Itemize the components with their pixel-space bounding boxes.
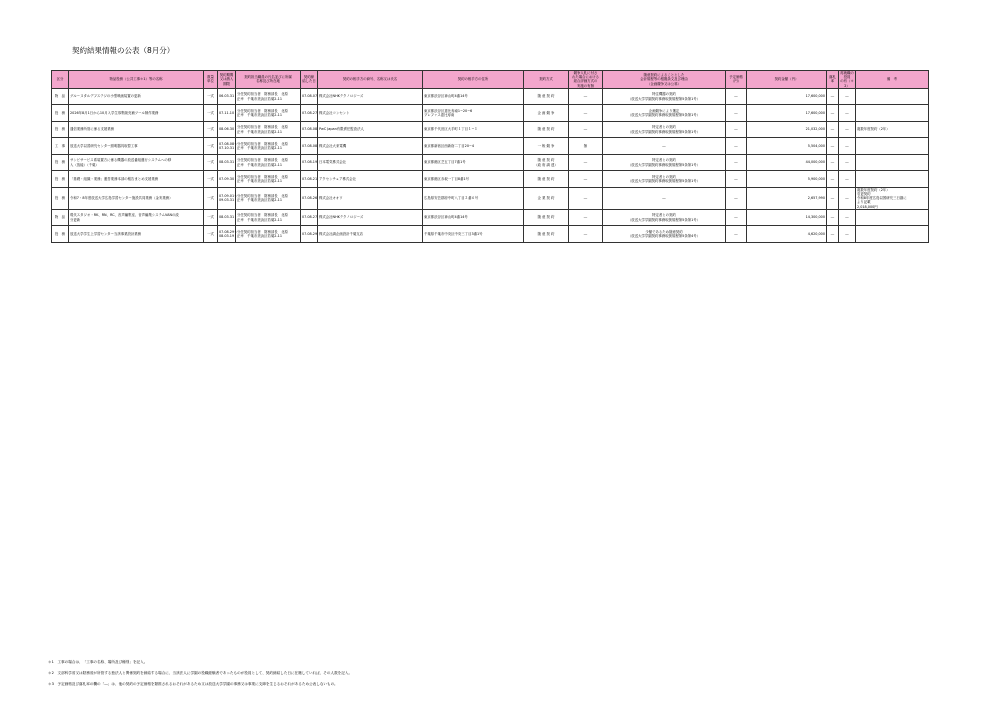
contractor-address-cell: 東京都港区赤坂一丁目8番1号 <box>423 171 524 188</box>
table-row <box>52 88 929 105</box>
amount-cell: 14,300,000 <box>747 209 827 226</box>
reason-cell: 特注機器の契約 （放送大学学園契約事務取扱規程第5条第1号） <box>603 88 726 105</box>
column-header: 予定価格 （円） <box>726 71 747 89</box>
category-cell: 物 品 <box>52 88 69 105</box>
contractor-name-cell: 株式会社大来電機 <box>318 138 423 155</box>
evaluation-cell: 無 <box>569 138 603 155</box>
amount-cell: 21,032,000 <box>747 121 827 138</box>
rate-cell: ― <box>827 88 839 105</box>
contractor-name-cell: 日本電気株式会社 <box>318 154 423 171</box>
category-cell: 役 務 <box>52 226 69 243</box>
period-cell: 08.03.31 <box>218 154 236 171</box>
evaluation-cell: ― <box>569 171 603 188</box>
reason-cell: 企画競争により選定 （放送大学学園契約事務取扱規程第5条第1号） <box>603 105 726 122</box>
rate-cell: ― <box>827 209 839 226</box>
category-cell: 役 務 <box>52 187 69 209</box>
contractor-name-cell: 株式会社コンセント <box>318 105 423 122</box>
rate-cell: ― <box>827 154 839 171</box>
column-header: 契約方式 <box>524 71 569 89</box>
rate-cell: ― <box>827 226 839 243</box>
official-cell: 分任契約担当者 財務部長 北原 正幸 千葉市美浜区若葉2-11 <box>236 105 301 122</box>
rate-cell: ― <box>827 171 839 188</box>
estimated-price-cell: ― <box>726 209 747 226</box>
method-cell: 随 意 契 約 （政 府 調 達） <box>524 154 569 171</box>
official-cell: 分任契約担当者 財務部長 北原 正幸 千葉市美浜区若葉2-11 <box>236 209 301 226</box>
evaluation-cell: ― <box>569 105 603 122</box>
footnote-3: ＊3 予定価格及び落札率の欄の「―」は、他の契約の予定価格を類推されるおそれがあるため又は放送大学学園の事務又は事業に支障を生じるおそれがあるため公表しないもの。 <box>48 682 338 686</box>
contract-date-cell: 07.08.07 <box>301 88 318 105</box>
official-cell: 分任契約担当者 財務部長 北原 正幸 千葉市美浜区若葉2-11 <box>236 138 301 155</box>
contractor-address-cell: 東京都渋谷区神山町4番14号 <box>423 88 524 105</box>
reemployment-cell: ― <box>839 121 856 138</box>
reason-cell: ― <box>603 138 726 155</box>
column-header: 随意契約によることとした 会計規程等の根拠条文及び理由 （企画競争又は公募） <box>603 71 726 89</box>
evaluation-cell: ― <box>569 121 603 138</box>
quantity-cell: 一式 <box>204 187 218 209</box>
reemployment-cell: ― <box>839 209 856 226</box>
item-name-cell: サンビサービス系装置方に係る機器の放送番組運行システムへの移 入（放能）（千葉） <box>69 154 204 171</box>
contract-date-cell: 07.08.26 <box>301 187 318 209</box>
category-cell: 役 務 <box>52 154 69 171</box>
period-cell: 06.03.31 <box>218 88 236 105</box>
evaluation-cell: ― <box>569 209 603 226</box>
table-row <box>52 154 929 171</box>
period-cell: 07.09.01〜 09.03.31 <box>218 187 236 209</box>
quantity-cell: 一式 <box>204 154 218 171</box>
footnote-2: ＊2 文部科学省又は財務省が所管する独法人と関係契約を締結する場合に、当該法人に学園の役職経験者であったものが役員として、契約締結した日に在籍していれば、その人数を記入。 <box>48 671 353 675</box>
method-cell: 随 意 契 約 <box>524 88 569 105</box>
contract-date-cell: 07.08.27 <box>301 209 318 226</box>
amount-cell: 4,620,000 <box>747 226 827 243</box>
reason-cell: ― <box>603 187 726 209</box>
quantity-cell: 一式 <box>204 121 218 138</box>
remarks-cell <box>856 105 929 122</box>
period-cell: 08.06.30 <box>218 121 236 138</box>
table-row <box>52 226 929 243</box>
contract-date-cell: 07.08.27 <box>301 105 318 122</box>
category-cell: 役 務 <box>52 121 69 138</box>
official-cell: 分任契約担当者 財務部長 北原 正幸 千葉市美浜区若葉2-11 <box>236 226 301 243</box>
estimated-price-cell: ― <box>726 154 747 171</box>
contractor-address-cell: 東京都新宿区西新宿二丁目20−4 <box>423 138 524 155</box>
evaluation-cell: ― <box>569 154 603 171</box>
column-header: 契約の相手方の商号、名称又は氏名 <box>318 71 423 89</box>
amount-cell: 5,900,000 <box>747 171 827 188</box>
column-header: 区分 <box>52 71 69 89</box>
category-cell: 工 事 <box>52 138 69 155</box>
item-name-cell: 放送大学以習研究センター照明器具取替工事 <box>69 138 204 155</box>
reemployment-cell: ― <box>839 105 856 122</box>
rate-cell: ― <box>827 105 839 122</box>
estimated-price-cell: ― <box>726 171 747 188</box>
contract-date-cell: 07.08.19 <box>301 154 318 171</box>
remarks-cell <box>856 226 929 243</box>
amount-cell: 17,600,000 <box>747 105 827 122</box>
quantity-cell: 一式 <box>204 138 218 155</box>
method-cell: 企 業 契 約 <box>524 187 569 209</box>
reason-cell: 特定者との契約 （放送大学学園契約事務取扱規程第5条第1号） <box>603 154 726 171</box>
period-cell: 07.11.10 <box>218 105 236 122</box>
official-cell: 分任契約担当者 財務部長 北原 正幸 千葉市美浜区若葉2-11 <box>236 88 301 105</box>
table-row <box>52 138 929 155</box>
contractor-address-cell: 東京都渋谷区恵比寿南1−20−6 プレファス恵比寿南 <box>423 105 524 122</box>
method-cell: 企 画 競 争 <box>524 105 569 122</box>
remarks-cell: 複数年度契約（2年） <box>856 121 929 138</box>
item-name-cell: 2026年8月1日から10月入学生募集販売補ツール制作業務 <box>69 105 204 122</box>
reason-cell: 特定者との契約 （放送大学学園契約事務取扱規程第5条第1号） <box>603 171 726 188</box>
table-row <box>52 105 929 122</box>
contractor-name-cell: 株式会社NHKテクノロジーズ <box>318 88 423 105</box>
remarks-cell: 複数年度契約（2年） 変更契約 令和8年度広島以図研究三日割に より記載 2,018,000円 <box>856 187 929 209</box>
contractor-name-cell: 株式会社調企画設計千葉支店 <box>318 226 423 243</box>
quantity-cell: 一式 <box>204 209 218 226</box>
method-cell: 随 意 契 約 <box>524 121 569 138</box>
column-header: 競争入札に付さ れた場合における 総合評価方式の 実施の有無 <box>569 71 603 89</box>
column-header: 契約の相手方の住所 <box>423 71 524 89</box>
rate-cell: ― <box>827 138 839 155</box>
table-header-row <box>52 71 929 89</box>
reason-cell: 特定者との契約 （放送大学学園契約事務取扱規程第5条第1号） <box>603 209 726 226</box>
table-row <box>52 187 929 209</box>
reason-cell: 特定者との契約 （放送大学学園契約事務取扱規程第5条第1号） <box>603 121 726 138</box>
footnotes <box>48 660 352 693</box>
reemployment-cell: ― <box>839 138 856 155</box>
column-header: 契約締 結した日 <box>301 71 318 89</box>
amount-cell: 44,000,000 <box>747 154 827 171</box>
estimated-price-cell: ― <box>726 187 747 209</box>
item-name-cell: 放送大学学生上学習センター当該事業設計業務 <box>69 226 204 243</box>
period-cell: 07.08.08〜 07.10.31 <box>218 138 236 155</box>
column-header: 契約期間 又は納入 期限 <box>218 71 236 89</box>
method-cell: 随 意 契 約 <box>524 209 569 226</box>
estimated-price-cell: ― <box>726 138 747 155</box>
estimated-price-cell: ― <box>726 105 747 122</box>
category-cell: 役 務 <box>52 105 69 122</box>
item-name-cell: 令和7・8年度放送大学広島学習センター施設共同業務（金実業務） <box>69 187 204 209</box>
period-cell: 07.08.29〜 08.03.19 <box>218 226 236 243</box>
amount-cell: 5,504,000 <box>747 138 827 155</box>
contractor-name-cell: 株式会社オオワ <box>318 187 423 209</box>
estimated-price-cell: ― <box>726 88 747 105</box>
contract-date-cell: 07.08.08 <box>301 138 318 155</box>
page-title: 契約結果情報の公表（8月分） <box>72 46 175 55</box>
footnote-1: ＊1 工事の場合は、「工事の名称、場所及び種別」を記入。 <box>48 660 148 664</box>
evaluation-cell: ― <box>569 187 603 209</box>
reemployment-cell: ― <box>839 187 856 209</box>
column-header: 数量 単位 <box>204 71 218 89</box>
contract-date-cell: 07.08.08 <box>301 121 318 138</box>
contractor-address-cell: 東京都千代田区大手町１丁目１−１ <box>423 121 524 138</box>
remarks-cell <box>856 154 929 171</box>
item-name-cell: 通信業務所管に係る支援業務 <box>69 121 204 138</box>
item-name-cell: グルーヌタルデフステジの小型映画装置の更新 <box>69 88 204 105</box>
rate-cell: ― <box>827 187 839 209</box>
method-cell: 随 意 契 約 <box>524 171 569 188</box>
table-row <box>52 209 929 226</box>
contractor-address-cell: 千葉県千葉市中央区中央三丁目3番1号 <box>423 226 524 243</box>
column-header: 再就職の役員 の有（＊2） <box>840 71 854 88</box>
contract-date-cell: 07.08.21 <box>301 171 318 188</box>
quantity-cell: 一式 <box>204 88 218 105</box>
evaluation-cell: ― <box>569 226 603 243</box>
item-name-cell: 現代スタジオ・RK、RN、RC、音声編集室、音声編集システムVANの改 分更新 <box>69 209 204 226</box>
reemployment-cell: ― <box>839 154 856 171</box>
contractor-address-cell: 東京都渋谷区神山町4番14号 <box>423 209 524 226</box>
reason-cell: 少額であるため随意契約 （放送大学学園契約事務取扱規程第5条第4号） <box>603 226 726 243</box>
period-cell: 07.09.30 <box>218 171 236 188</box>
method-cell: 一 般 競 争 <box>524 138 569 155</box>
remarks-cell <box>856 171 929 188</box>
estimated-price-cell: ― <box>726 226 747 243</box>
category-cell: 物 品 <box>52 209 69 226</box>
rate-cell: ― <box>827 121 839 138</box>
remarks-cell <box>856 88 929 105</box>
contractor-name-cell: アクセンチュア株式会社 <box>318 171 423 188</box>
official-cell: 分任契約担当者 財務部長 北原 正幸 千葉市美浜区若葉2-11 <box>236 187 301 209</box>
method-cell: 随 意 契 約 <box>524 226 569 243</box>
quantity-cell: 一式 <box>204 105 218 122</box>
estimated-price-cell: ― <box>726 121 747 138</box>
contractor-address-cell: 東京都港区芝五丁目7番1号 <box>423 154 524 171</box>
remarks-cell <box>856 138 929 155</box>
table-row <box>52 171 929 188</box>
contractor-name-cell: PwC Japan有限責任監査法人 <box>318 121 423 138</box>
column-header: 契約担当職員の氏名並びに所属 名称及び所在地 <box>236 71 301 89</box>
column-header: 落札率 <box>827 71 839 89</box>
remarks-cell <box>856 209 929 226</box>
category-cell: 役 務 <box>52 171 69 188</box>
contract-results-table <box>51 70 929 243</box>
table-row <box>52 121 929 138</box>
period-cell: 08.03.31 <box>218 209 236 226</box>
reemployment-cell: ― <box>839 171 856 188</box>
evaluation-cell: ― <box>569 88 603 105</box>
amount-cell: 17,600,000 <box>747 88 827 105</box>
contractor-name-cell: 株式会社NHKテクノロジーズ <box>318 209 423 226</box>
amount-cell: 2,657,990 <box>747 187 827 209</box>
contractor-address-cell: 広島県安芸郡府中町八丁目２番６号 <box>423 187 524 209</box>
column-header: 契約金額（円） <box>747 71 827 89</box>
reemployment-cell: ― <box>839 226 856 243</box>
official-cell: 分任契約担当者 財務部長 北原 正幸 千葉市美浜区若葉2-11 <box>236 121 301 138</box>
official-cell: 分任契約担当者 財務部長 北原 正幸 千葉市美浜区若葉2-11 <box>236 154 301 171</box>
contract-date-cell: 07.08.29 <box>301 226 318 243</box>
column-header: 物品役務（公共工事＊1）等の名称 <box>69 71 204 89</box>
item-name-cell: 「基礎・組織・業務」運営業務本部の報告まとめ支援業務 <box>69 171 204 188</box>
quantity-cell: 一式 <box>204 171 218 188</box>
reemployment-cell: ― <box>839 88 856 105</box>
quantity-cell: 一式 <box>204 226 218 243</box>
official-cell: 分任契約担当者 財務部長 北原 正幸 千葉市美浜区若葉2-11 <box>236 171 301 188</box>
column-header: 備 考 <box>856 71 929 89</box>
